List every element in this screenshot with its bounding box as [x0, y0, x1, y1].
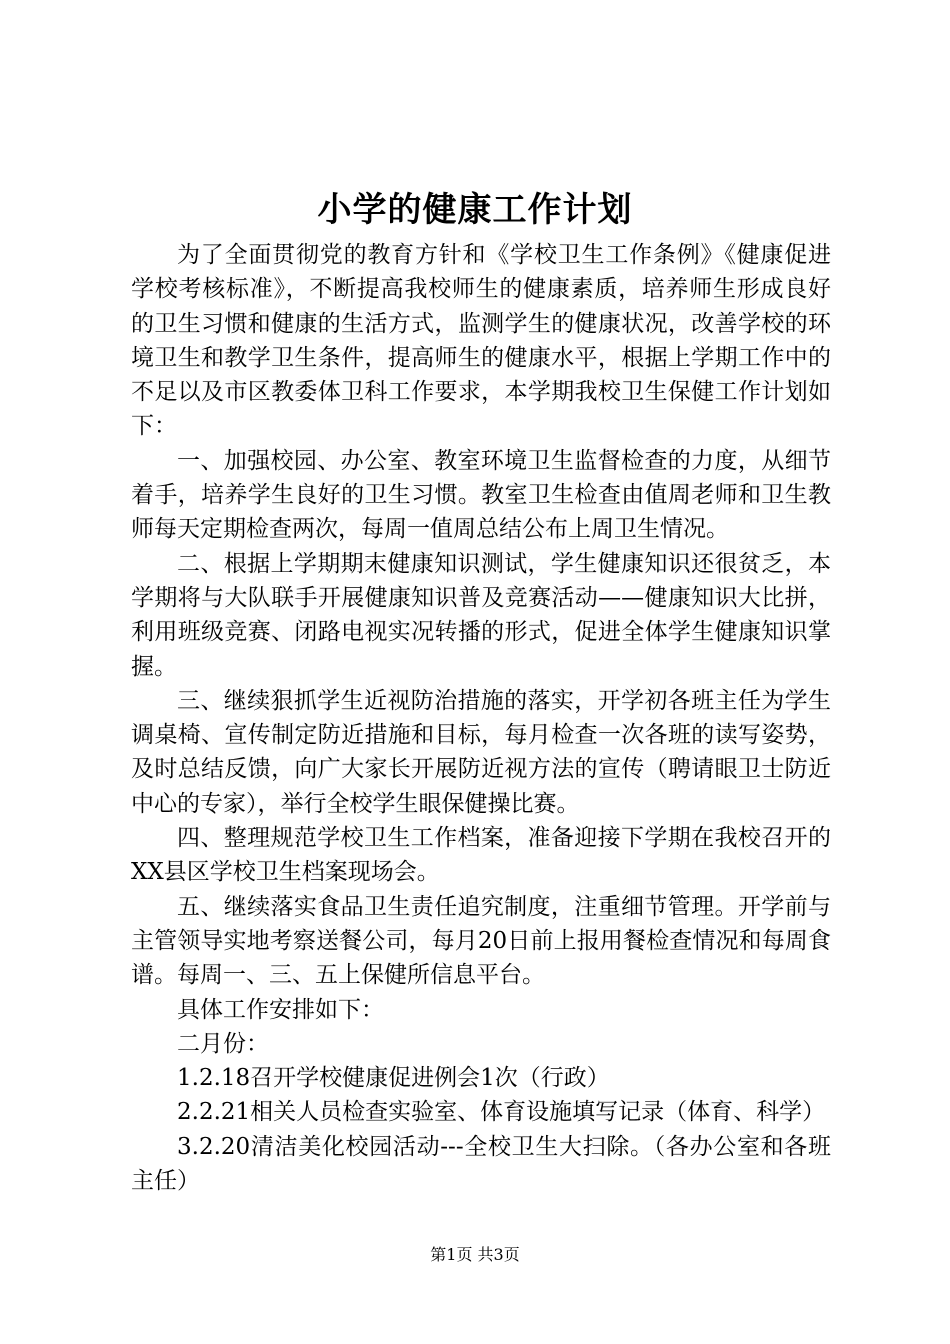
section-one-paragraph: 一、加强校园、办公室、教室环境卫生监督检查的力度，从细节着手，培养学生良好的卫生习惯。教室卫生检查由值周老师和卫生教师每天定期检查两次，每周一值周总结公布上周卫生情况。: [131, 447, 831, 543]
schedule-intro: 具体工作安排如下：: [177, 996, 384, 1023]
document-body: [131, 238, 831, 1198]
section-three-paragraph: 三、继续狠抓学生近视防治措施的落实，开学初各班主任为学生调桌椅、宣传制定防近措施和目标，每月检查一次各班的读写姿势，及时总结反馈，向广大家长开展防近视方法的宣传（聘请眼卫士防近中心的专家），举行全校学生眼保健操比赛。: [131, 687, 831, 817]
page-number-footer: 第1页 共3页: [430, 1245, 520, 1264]
schedule-item: 3.2.20清洁美化校园活动---全校卫生大扫除。（各办公室和各班主任）: [131, 1133, 831, 1195]
section-two-paragraph: 二、根据上学期期末健康知识测试，学生健康知识还很贫乏，本学期将与大队联手开展健康知识普及竞赛活动——健康知识大比拼，利用班级竞赛、闭路电视实况转播的形式，促进全体学生健康知识掌握。: [131, 550, 831, 680]
document-title: 小学的健康工作计划: [317, 190, 633, 230]
section-four-paragraph: 四、整理规范学校卫生工作档案，准备迎接下学期在我校召开的XX县区学校卫生档案现场会。: [131, 825, 831, 886]
month-heading: 二月份：: [177, 1030, 269, 1057]
schedule-item: 2.2.21相关人员检查实验室、体育设施填写记录（体育、科学）: [177, 1099, 826, 1126]
intro-paragraph: 为了全面贯彻党的教育方针和《学校卫生工作条例》《健康促进学校考核标准》，不断提高我校师生的健康素质，培养师生形成良好的卫生习惯和健康的生活方式，监测学生的健康状况，改善学校的环境卫生和教学卫生条件，提高师生的健康水平，根据上学期工作中的不足以及市区教委体卫科工作要求，本学期我校卫生保健工作计划如下：: [131, 242, 831, 440]
section-five-paragraph: 五、继续落实食品卫生责任追究制度，注重细节管理。开学前与主管领导实地考察送餐公司，每月20日前上报用餐检查情况和每周食谱。每周一、三、五上保健所信息平台。: [131, 893, 831, 989]
schedule-item: 1.2.18召开学校健康促进例会1次（行政）: [177, 1065, 610, 1092]
